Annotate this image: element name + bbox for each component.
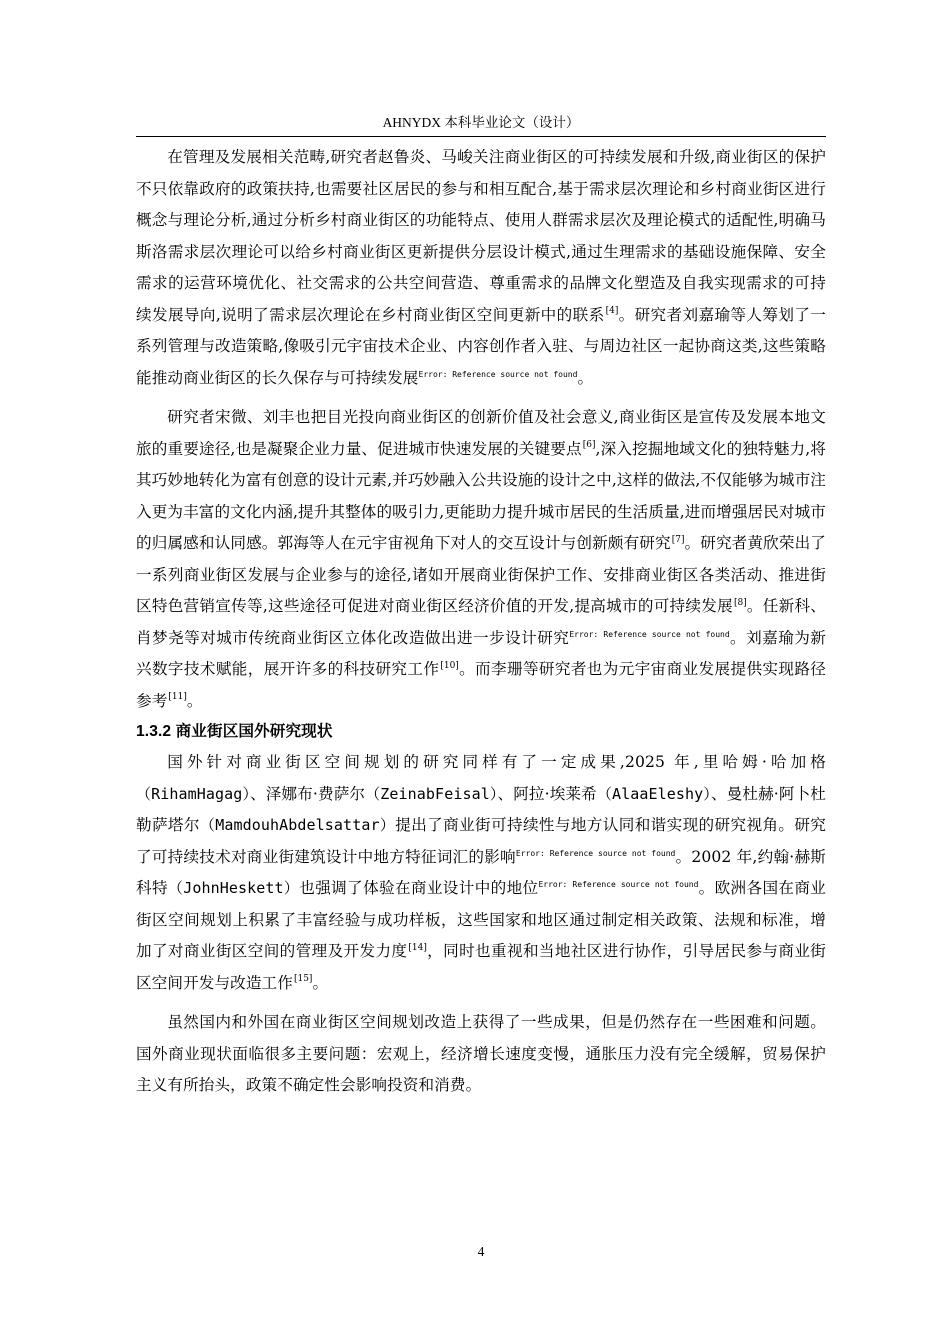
text-run: 提出了商业街可持续性与地方认同和谐实现的研究视角。研究了可持续技术对商业街建筑设计中地方特征词汇的影响 — [136, 816, 826, 866]
page-number: 4 — [477, 1244, 485, 1259]
text-run: ,深入挖掘地域文化的独特魅力,将其巧妙地转化为富有创意的设计元素,并巧妙融入公共设施的设计之中,这样的做法,不仅能够为城市注入更为丰富的文化内涵,提升其整体的吸引力,更能助力提升城市居民的生活质量,进而增强居民对城市的归属感和认同感。郭海等人在元宇宙视角下对人的交互设计与创新颇有研究 — [136, 439, 827, 552]
citation-ref: [15] — [293, 974, 313, 985]
running-header: AHNYDX 本科毕业论文（设计） — [382, 115, 580, 130]
text-run: 、泽娜布·费萨尔 — [250, 784, 366, 803]
reference-error: Error: Reference source not found — [418, 369, 578, 379]
text-run: 。欧洲各国在商业街区空间规划上积累了丰富经验与成功样板，这些国家和地区通过制定相关政策、法规和标准，增加了对商业街区空间的管理及开发力度 — [136, 879, 826, 960]
citation-ref: [4] — [605, 306, 619, 317]
text-run: 。 — [186, 691, 203, 710]
citation-ref: [8] — [733, 597, 747, 608]
text-run: 。2002 年,约翰·赫斯科特 — [136, 847, 826, 897]
paragraph-problems — [136, 1007, 826, 1102]
reference-error: Error: Reference source not found — [515, 848, 676, 858]
text-run: 虽然国内和外国在商业街区空间规划改造上获得了一些成果，但是仍然存在一些困难和问题。国外商业现状面临很多主要问题：宏观上，经济增长速度变慢，通胀压力没有完全缓解，贸易保护主义有所抬头，政策不确定性会影响投资和消费。 — [136, 1013, 826, 1094]
header-divider — [136, 136, 826, 137]
latin-name: （RihamHagag） — [136, 784, 251, 803]
reference-error: Error: Reference source not found — [569, 629, 730, 639]
reference-error: Error: Reference source not found — [538, 879, 699, 889]
text-run: 。任新科、肖梦尧等对城市传统商业街区立体化改造做出进一步设计研究 — [136, 597, 826, 647]
text-run: 。而李珊等研究者也为元宇宙商业发展提供实现路径参考 — [136, 660, 826, 710]
text-run: 研究者宋微、刘丰也把目光投向商业街区的创新价值及社会意义,商业街区是宣传及发展本地文旅的重要途径,也是凝聚企业力量、促进城市快速发展的关键要点 — [136, 408, 826, 458]
text-run: 、阿拉·埃莱希 — [497, 784, 597, 803]
section-heading: 1.3.2 商业街区国外研究现状 — [136, 723, 333, 740]
text-run: 。 — [312, 973, 329, 992]
paragraph-domestic-management — [136, 142, 826, 394]
citation-ref: [6] — [582, 440, 596, 451]
citation-ref: [7] — [671, 534, 685, 545]
latin-name: （JohnHeskett） — [167, 879, 300, 897]
text-run: 。研究者黄欣荣出了一系列商业街区发展与企业参与的途径,诸如开展商业街保护工作、安排商业街区各类活动、推进街区特色营销宣传等,这些途径可促进对商业街区经济价值的开发,提高城市的可持续发展 — [136, 534, 826, 615]
latin-name: （AlaaEleshy） — [596, 784, 711, 803]
text-run: 。研究者刘嘉瑜等人筹划了一系列管理与改造策略,像吸引元宇宙技术企业、内容创作者入驻、与周边社区一起协商这类,这些策略能推动商业街区的长久保存与可持续发展 — [136, 305, 826, 387]
text-run: 国外针对商业街区空间规划的研究同样有了一定成果,2025 年,里哈姆·哈加格 — [167, 753, 826, 771]
latin-name: （ZeinabFeisal） — [365, 784, 498, 803]
text-run: 。 — [577, 368, 594, 387]
text-run: ，同时也重视和当地社区进行协作，引导居民参与商业街区空间开发与改造工作 — [136, 942, 826, 992]
text-run: 、曼杜赫·阿卜杜勒萨塔尔 — [136, 784, 826, 834]
page-body — [136, 142, 826, 1102]
citation-ref: [10] — [440, 660, 459, 671]
citation-ref: [14] — [408, 942, 427, 953]
latin-name: （MamdouhAbdelsattar） — [199, 816, 396, 834]
text-run: 也强调了体验在商业设计中的地位 — [299, 879, 539, 897]
text-run: 。刘嘉瑜为新兴数字技术赋能，展开许多的科技研究工作 — [136, 628, 826, 678]
text-run: 在管理及发展相关范畴,研究者赵鲁炎、马峻关注商业街区的可持续发展和升级,商业街区的保护不只依靠政府的政策扶持,也需要社区居民的参与和相互配合,基于需求层次理论和乡村商业街区进行概念与理论分析,通过分析乡村商业街区的功能特点、使用人群需求层次及理论模式的适配性,明确马斯洛需求层次理论可以给乡村商业街区更新提供分层设计模式,通过生理需求的基础设施保障、安全需求的运营环境优化、社交需求的公共空间营造、尊重需求的品牌文化塑造及自我实现需求的可持续发展导向,说明了需求层次理论在乡村商业街区空间更新中的联系 — [136, 148, 826, 324]
paragraph-foreign-research — [136, 747, 826, 999]
paragraph-domestic-innovation — [136, 402, 826, 717]
citation-ref: [11] — [168, 692, 187, 703]
